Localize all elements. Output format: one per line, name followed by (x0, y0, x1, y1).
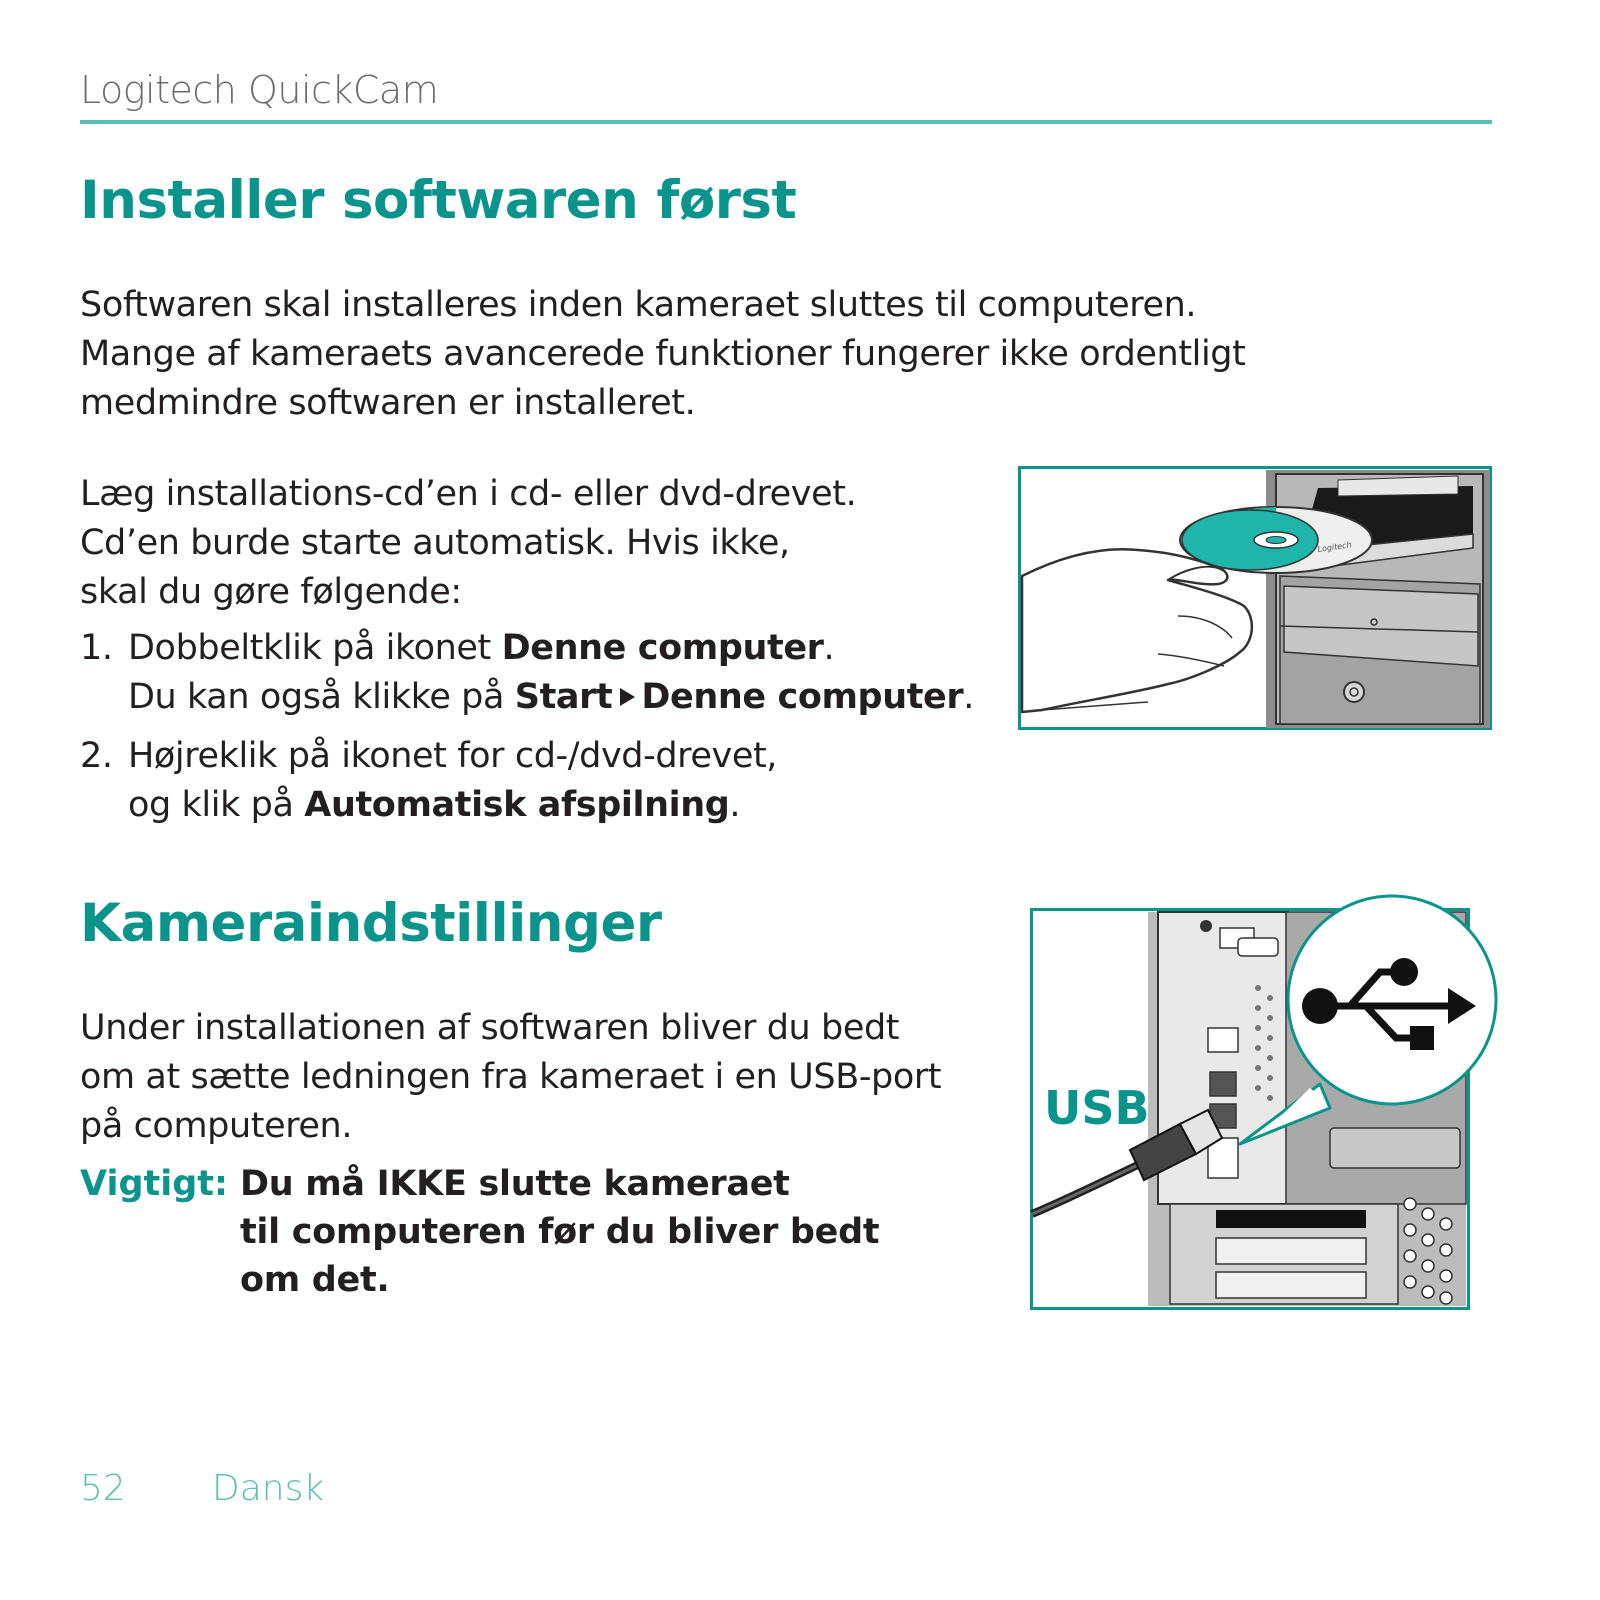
header-rule (80, 120, 1492, 124)
cd-paragraph (80, 470, 856, 617)
cd-line: Læg installations-cd’en i cd- eller dvd-drevet. (80, 474, 857, 514)
ui-term: Automatisk afspilning (304, 785, 730, 825)
camera-line: Under installationen af softwaren bliver du bedt (80, 1008, 900, 1048)
ui-term: Denne computer (501, 628, 824, 668)
camera-line: om at sætte ledningen fra kameraet i en USB-port (80, 1057, 942, 1097)
step-line (128, 673, 974, 722)
cd-insert-illustration (1018, 466, 1492, 730)
punct: . (963, 677, 974, 717)
important-line: til computeren før du bliver bedt (240, 1212, 880, 1252)
list-item (80, 732, 974, 830)
cd-brand-label: Logitech (1317, 540, 1353, 554)
menu-arrow-icon (620, 688, 635, 706)
step-text: og klik på (128, 785, 305, 825)
step-line: Højreklik på ikonet for cd-/dvd-drevet, (128, 736, 778, 776)
step-number: 2. (80, 736, 113, 776)
cd-line: skal du gøre følgende: (80, 572, 462, 612)
steps-list (80, 624, 974, 830)
ui-term: Start (514, 677, 613, 717)
usb-label: USB (1044, 1081, 1150, 1135)
punct: . (729, 785, 741, 825)
power-button-icon (1344, 682, 1364, 702)
intro-line: Softwaren skal installeres inden kameraet sluttes til computeren. (80, 285, 1197, 325)
step-text: Du kan også klikke på (128, 677, 515, 717)
punct: . (823, 628, 835, 668)
step-number: 1. (80, 628, 113, 668)
ui-term: Denne computer (641, 677, 964, 717)
running-header: Logitech QuickCam (80, 68, 439, 112)
intro-line: medmindre softwaren er installeret. (80, 383, 696, 423)
step-text: Dobbeltklik på ikonet (128, 628, 502, 668)
step-line (128, 781, 974, 830)
important-line: om det. (240, 1260, 390, 1300)
important-text (240, 1160, 879, 1304)
list-item (80, 624, 974, 722)
page-number: 52 (80, 1468, 126, 1509)
section-heading-camera: Kameraindstillinger (80, 893, 662, 954)
cd-line: Cd’en burde starte automatisk. Hvis ikke, (80, 523, 790, 563)
camera-line: på computeren. (80, 1106, 353, 1146)
intro-line: Mange af kameraets avancerede funktioner fungerer ikke ordentligt (80, 334, 1246, 374)
important-label: Vigtigt: (80, 1164, 229, 1204)
usb-port-illustration (1030, 888, 1500, 1312)
step-line (128, 624, 974, 673)
footer-language: Dansk (212, 1468, 325, 1509)
section-heading-install: Installer softwaren først (80, 170, 797, 231)
camera-paragraph (80, 1004, 941, 1151)
important-line: Du må IKKE slutte kameraet (240, 1164, 790, 1204)
intro-paragraph (80, 281, 1245, 428)
